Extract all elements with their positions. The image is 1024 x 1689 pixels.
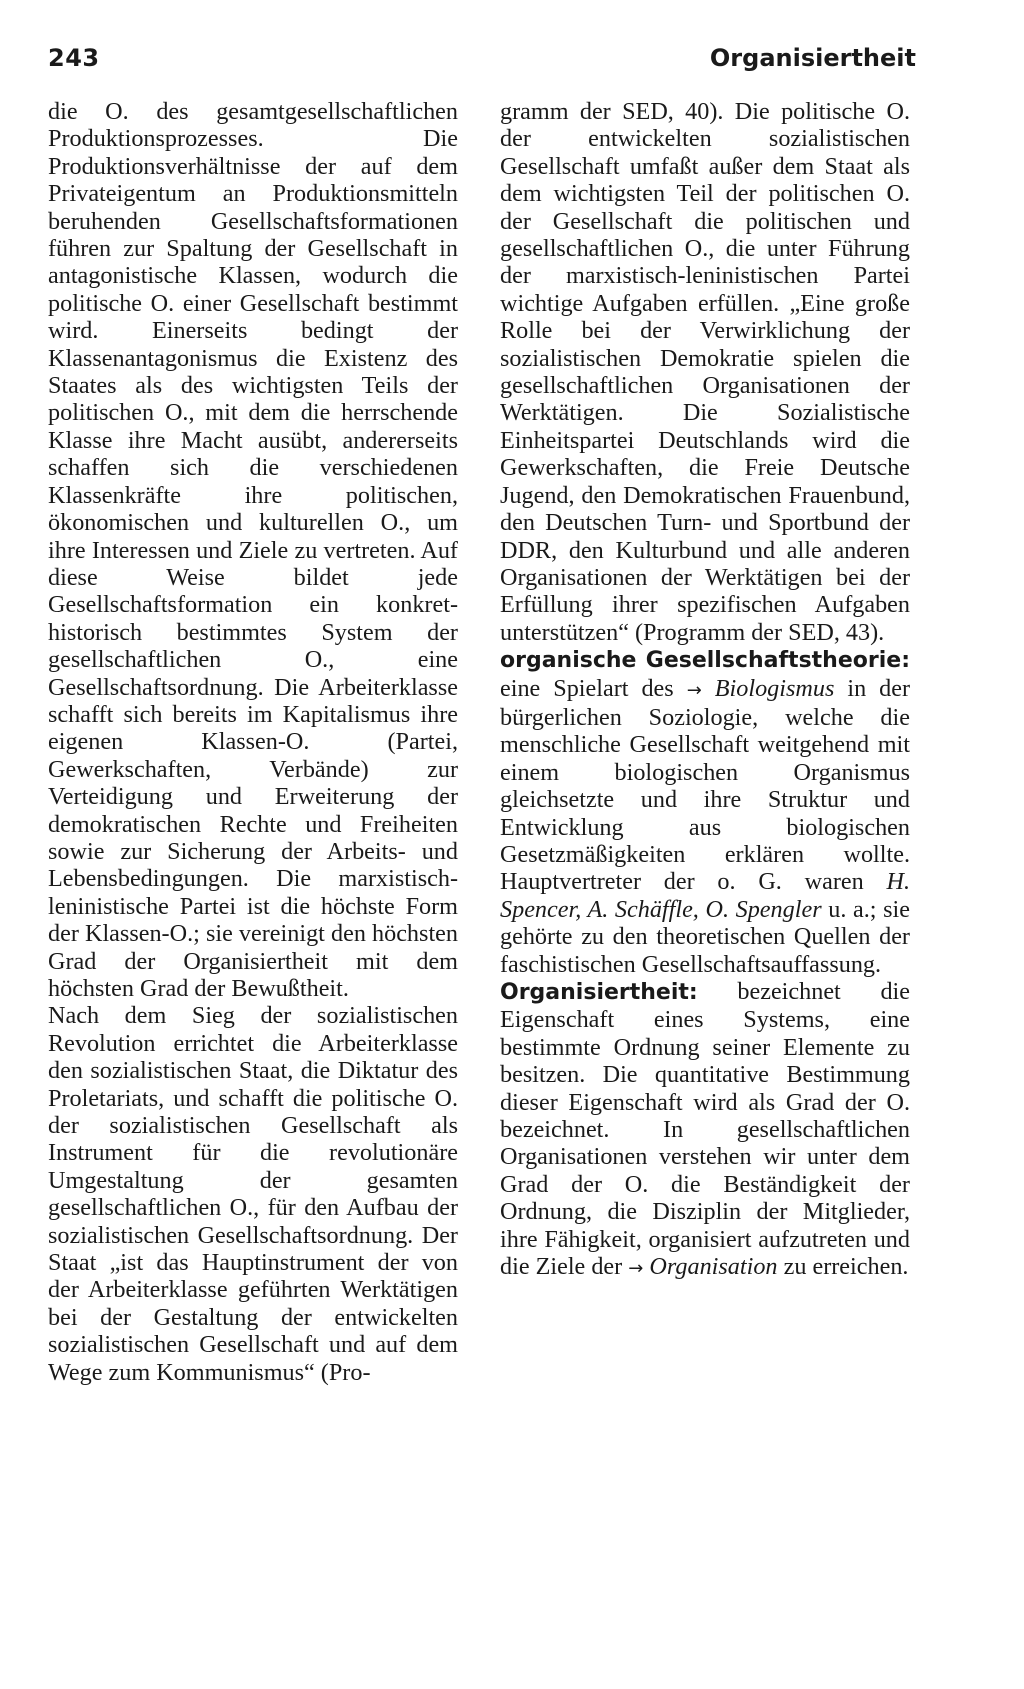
left-column bbox=[48, 98, 458, 1386]
paragraph: Nach dem Sieg der sozialistischen Revolution errichtet die Arbeiterklasse den sozialistischen Staat, die Diktatur des Proletariats, und schafft die politische O. der sozialistischen Gesellschaft als Instrument für die revolutionäre Umgestaltung der gesamten gesellschaftlichen O., für den Aufbau der sozialistischen Gesellschaftsordnung. Der Staat „ist das Hauptinstrument der von der Arbeiterklasse geführten Werktätigen bei der Gestaltung der entwickelten sozialistischen Gesellschaft und auf dem Wege zum Kommunismus“ (Pro- bbox=[48, 1002, 458, 1386]
paragraph: gramm der SED, 40). Die politische O. der entwickelten sozialistischen Gesellschaft umfaßt außer dem Staat als dem wichtigsten Teil der politischen O. der Gesellschaft die politischen und gesellschaftlichen O., die unter Führung der marxistisch-leninistischen Partei wichtige Aufgaben erfüllen. „Eine große Rolle bei der Verwirklichung der sozialistischen Demokratie spielen die gesellschaftlichen Organisationen der Werktätigen. Die Sozialistische Einheitspartei Deutschlands wird die Gewerkschaften, die Freie Deutsche Jugend, den Demokratischen Frauenbund, den Deutschen Turn- und Sportbund der DDR, den Kulturbund und alle anderen Organisationen der Werktätigen bei der Erfüllung ihrer spezifischen Aufgaben unterstützen“ (Programm der SED, 43). bbox=[500, 98, 910, 646]
page-number: 243 bbox=[48, 44, 100, 72]
cross-reference: Biologismus bbox=[714, 674, 835, 702]
entry-text: zu erreichen. bbox=[777, 1253, 909, 1281]
cross-reference-arrow-icon: → bbox=[686, 679, 702, 701]
entry-text: u. a.; sie gehörte zu den theoretischen Quellen der faschistischen Gesellschaftsauffassung. bbox=[500, 895, 910, 978]
right-column bbox=[500, 98, 910, 1282]
cross-reference-arrow-icon: → bbox=[628, 1258, 644, 1280]
entry-headword: organische Gesellschaftstheorie: bbox=[500, 648, 910, 674]
cross-reference: Organisation bbox=[649, 1253, 778, 1281]
dictionary-entry bbox=[500, 646, 910, 978]
paragraph: die O. des gesamtgesellschaftlichen Produktionsprozesses. Die Produktionsverhältnisse der auf dem Privateigentum an Produktionsmitteln beruhenden Gesellschaftsformationen führen zur Spaltung der Gesellschaft in antagonistische Klassen, wodurch die politische O. einer Gesellschaft bestimmt wird. Einerseits bedingt der Klassenantagonismus die Existenz des Staates als des wichtigsten Teils der politischen O., mit dem die herrschende Klasse ihre Macht ausübt, andererseits schaffen sich die verschiedenen Klassenkräfte ihre politischen, ökonomischen und kulturellen O., um ihre Interessen und Ziele zu vertreten. Auf diese Weise bildet jede Gesellschaftsformation ein konkret-historisch bestimmtes System der gesellschaftlichen O., eine Gesellschaftsordnung. Die Arbeiterklasse schafft sich bereits im Kapitalismus ihre eigenen Klassen-O. (Partei, Gewerkschaften, Verbände) zur Verteidigung und Erweiterung der demokratischen Rechte und Freiheiten sowie zur Sicherung der Arbeits- und Lebensbedingungen. Die marxistisch-leninistische Partei ist die höchste Form der Klassen-O.; sie vereinigt den höchsten Grad der Organisiertheit mit dem höchsten Grad der Bewußtheit. bbox=[48, 98, 458, 1002]
entry-text: bezeichnet die Eigenschaft eines Systems, eine bestimmte Ordnung seiner Elemente zu besitzen. Die quantitative Bestimmung dieser Eigenschaft wird als Grad der O. bezeichnet. In gesellschaftlichen Organisationen verstehen wir unter dem Grad der O. die Beständigkeit der Ordnung, die Disziplin der Mitglieder, ihre Fähigkeit, organisiert aufzutreten und die Ziele der bbox=[500, 978, 910, 1281]
running-head: Organisiertheit bbox=[709, 44, 916, 72]
entry-text: eine Spielart des bbox=[500, 674, 687, 702]
entry-text: in der bürgerlichen Soziologie, welche die menschliche Gesellschaft weitgehend mit einem biologischen Organismus gleichsetzte und ihre Struktur und Entwicklung aus biologischen Gesetzmäßigkeiten erklären wollte. Hauptvertreter der o. G. waren bbox=[500, 674, 911, 896]
author-names: H. Spencer, A. Schäffle, O. Spengler bbox=[500, 868, 910, 923]
entry-headword: Organisiertheit: bbox=[500, 980, 698, 1005]
dictionary-entry bbox=[500, 978, 910, 1282]
